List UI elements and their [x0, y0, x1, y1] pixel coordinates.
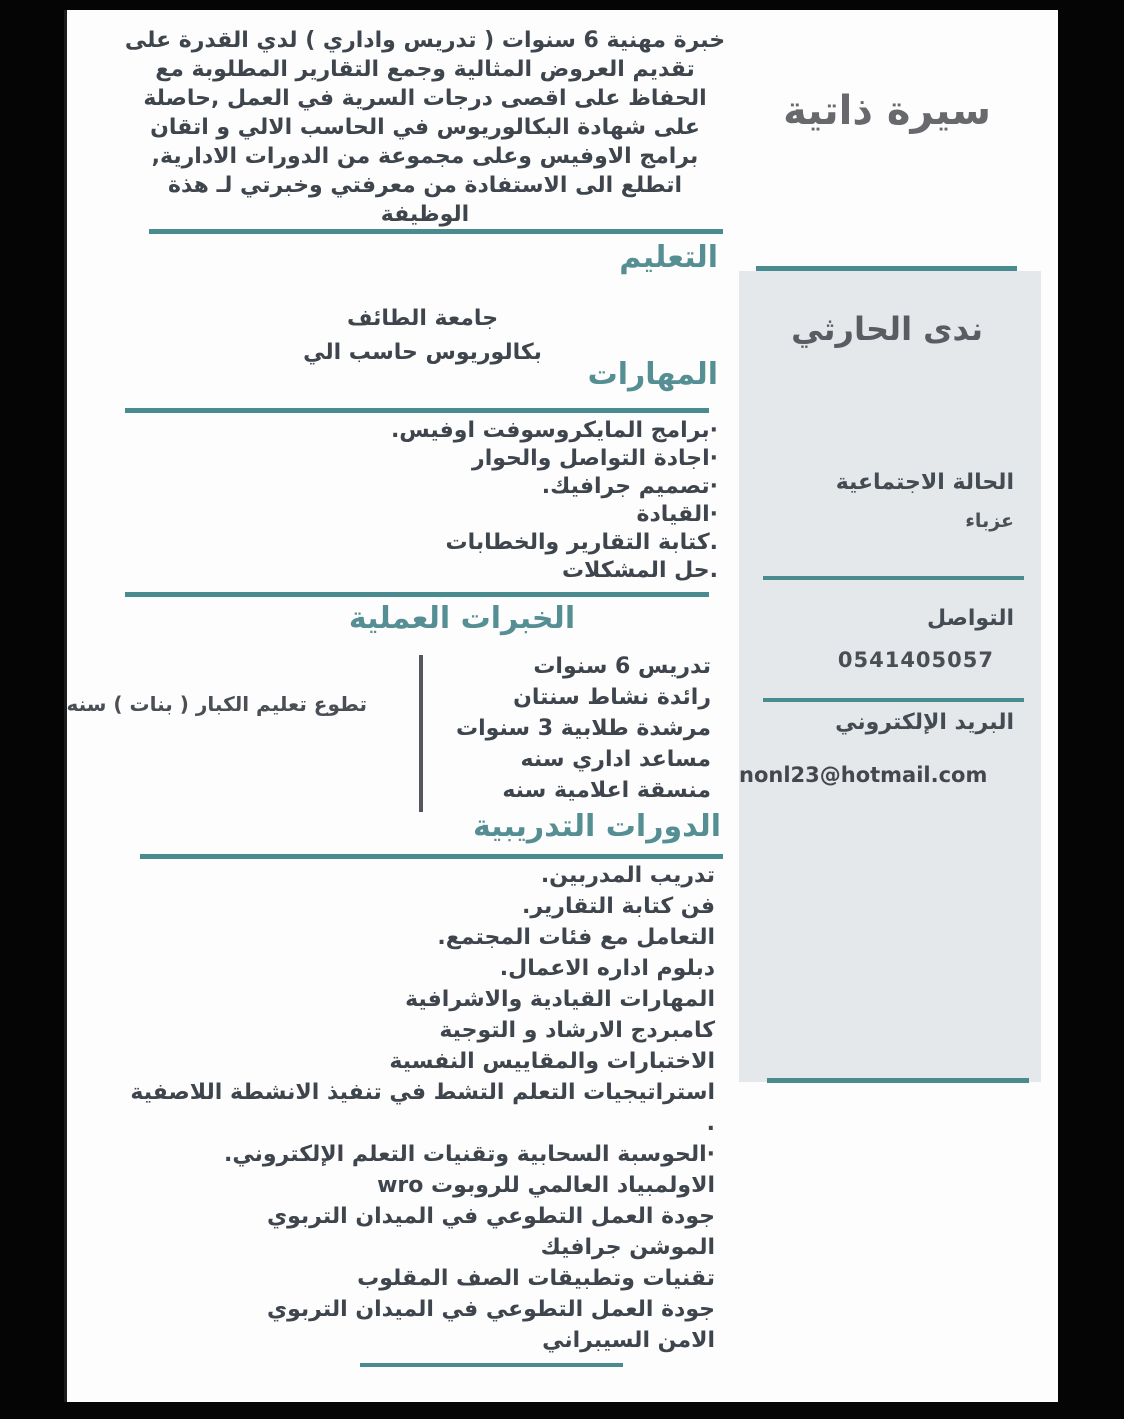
course-item: التعامل مع فئات المجتمع. [437, 925, 715, 950]
skill-item: ·القيادة [636, 502, 718, 527]
experience-item: منسقة اعلامية سنه [502, 778, 711, 803]
experience-item: رائدة نشاط سنتان [513, 685, 711, 710]
sidebar-top-divider [756, 266, 1017, 271]
experience-heading: الخبرات العملية [348, 601, 576, 636]
skill-item: ·برامج المايكروسوفت اوفيس. [390, 418, 718, 443]
sidebar-panel [739, 271, 1041, 1082]
skills-heading: المهارات [587, 357, 718, 392]
sidebar-divider-contact [763, 576, 1024, 580]
experience-item: تدريس 6 سنوات [533, 654, 711, 679]
education-line: بكالوريوس حاسب الي [303, 340, 542, 365]
course-item: كامبردج الارشاد و التوجية [439, 1018, 715, 1043]
email-label: البريد الإلكتروني [835, 710, 1014, 735]
course-item: الاختبارات والمقاييس النفسية [389, 1049, 715, 1074]
bottom-divider [360, 1363, 623, 1367]
marital-status-label: الحالة الاجتماعية [835, 470, 1014, 495]
divider-under-courses-heading [140, 854, 723, 859]
divider-under-skills-heading [125, 408, 709, 413]
course-item: دبلوم اداره الاعمال. [499, 956, 715, 981]
course-item: ·الحوسبة السحابية وتقنيات التعلم الإلكتروني. [223, 1142, 715, 1167]
volunteer-side-note: تطوع تعليم الكبار ( بنات ) سنه [66, 692, 367, 716]
experience-vertical-divider [419, 655, 423, 812]
marital-status-value: عزباء [965, 510, 1014, 532]
person-name: ندى الحارثي [791, 310, 983, 348]
course-item: تقنيات وتطبيقات الصف المقلوب [357, 1266, 715, 1291]
skills-list [127, 417, 718, 585]
sidebar-divider-email [763, 698, 1024, 702]
education-heading: التعليم [619, 240, 718, 275]
course-item: المهارات القيادية والاشرافية [405, 987, 715, 1012]
course-item: تدريب المدربين. [540, 863, 715, 888]
courses-heading: الدورات التدريبية [472, 809, 721, 844]
summary-paragraph: خبرة مهنية 6 سنوات ( تدريس واداري ) لدي القدرة على تقديم العروض المثالية وجمع التقارير المطلوبة مع الحفاظ على اقصى درجات السرية في العمل ,حاصلة على شهادة البكالوريوس في الحاسب الالي و اتقان برامج الاوفيس وعلى مجموعة من الدورات الادارية, اتطلع الى الاستفادة من معرفتي وخبرتي لـ هذة الوظيفة [124, 28, 726, 227]
cv-title: سيرة ذاتية [783, 88, 991, 134]
skill-item: .حل المشكلات [561, 558, 718, 583]
divider-above-experience [125, 592, 709, 597]
course-item: الاولمبياد العالمي للروبوت wro [377, 1173, 715, 1198]
skill-item: ·اجادة التواصل والحوار [472, 446, 718, 471]
course-item: جودة العمل التطوعي في الميدان التربوي [266, 1204, 715, 1229]
course-item: استراتيجيات التعلم التشط في تنفيذ الانشطة اللاصفية . [130, 1080, 715, 1136]
email-address: nonl23@hotmail.com [739, 763, 988, 787]
experience-item: مرشدة طلابية 3 سنوات [456, 716, 711, 741]
course-item: جودة العمل التطوعي في الميدان التربوي [266, 1297, 715, 1322]
skill-item: ·تصميم جرافيك. [541, 474, 718, 499]
divider-under-summary [149, 229, 723, 234]
course-item: الامن السيبراني [542, 1328, 715, 1353]
courses-list [127, 860, 715, 1356]
cv-page [64, 10, 1058, 1402]
education-line: جامعة الطائف [346, 306, 499, 331]
phone-number: 0541405057 [837, 648, 994, 672]
contact-label: التواصل [926, 606, 1014, 631]
experience-item: مساعد اداري سنه [520, 747, 711, 772]
sidebar-bottom-divider [767, 1078, 1029, 1083]
skill-item: .كتابة التقارير والخطابات [445, 530, 718, 555]
course-item: فن كتابة التقارير. [521, 894, 715, 919]
course-item: الموشن جرافيك [540, 1235, 715, 1260]
